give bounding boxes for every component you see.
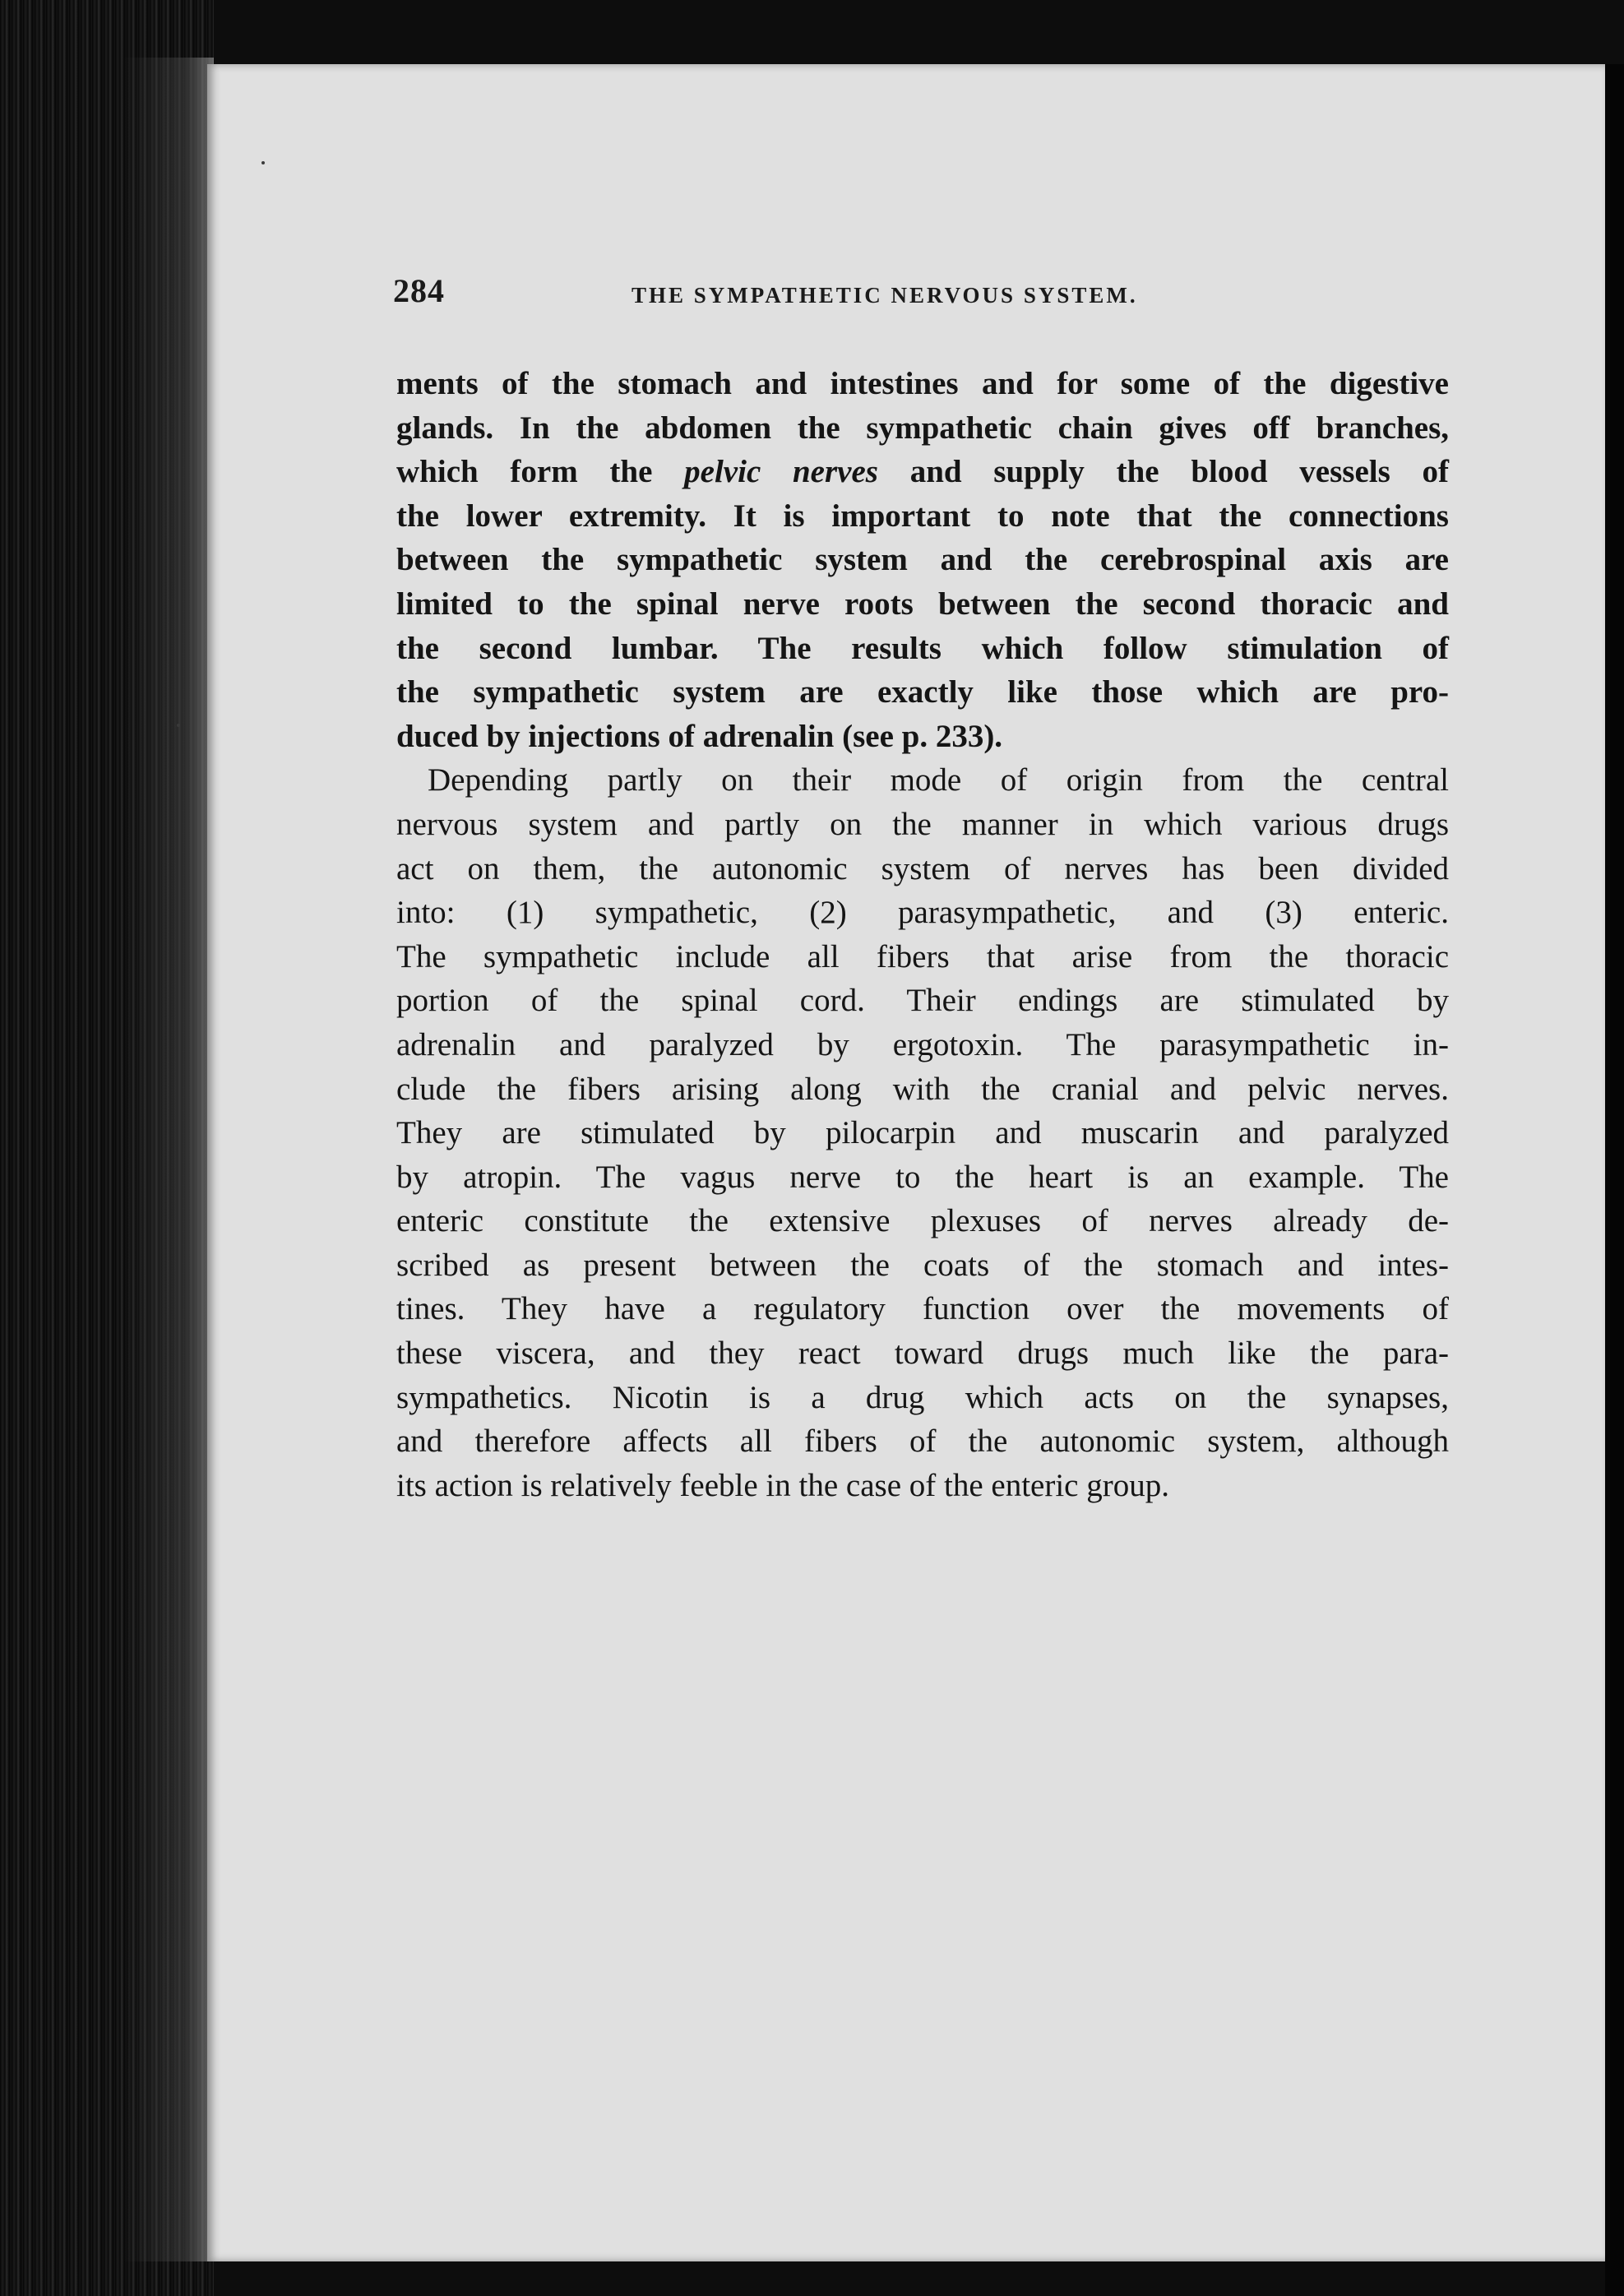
text-line: The sympathetic include all fibers that arise from the thoracic (396, 938, 1449, 974)
scan-right-border (1605, 64, 1624, 2296)
text-line: by atropin. The vagus nerve to the heart is an example. The (396, 1159, 1449, 1195)
binding-shadow (123, 58, 214, 2261)
text-run: which form the (396, 454, 685, 490)
text-line: tines. They have a regulatory function over the movements of (396, 1291, 1449, 1327)
paragraph-2 (396, 758, 1449, 1507)
italic-term: pelvic nerves (684, 454, 878, 490)
running-header (393, 271, 1446, 321)
text-line: clude the fibers arising along with the cranial and pelvic nerves. (396, 1071, 1449, 1107)
text-line: sympathetics. Nicotin is a drug which acts on the synapses, (396, 1379, 1449, 1415)
text-line (396, 450, 1449, 494)
text-line: act on them, the autonomic system of nerves has been divided (396, 850, 1449, 886)
text-line: and therefore affects all fibers of the autonomic system, although (396, 1423, 1449, 1460)
scan-speck (261, 161, 265, 164)
scan-speck (177, 724, 180, 727)
text-line: limited to the spinal nerve roots between the second thoracic and (396, 586, 1449, 622)
text-line: its action is relatively feeble in the case of the enteric group. (396, 1467, 1169, 1503)
text-line: glands. In the abdomen the sympathetic chain gives off branches, (396, 410, 1449, 446)
running-title: THE SYMPATHETIC NERVOUS SYSTEM. (632, 283, 1138, 308)
page-number: 284 (393, 272, 445, 309)
text-run: and supply the blood vessels of (877, 454, 1449, 490)
text-line: scribed as present between the coats of the stomach and intes- (396, 1247, 1449, 1283)
text-line: adrenalin and paralyzed by ergotoxin. The parasympathetic in- (396, 1026, 1449, 1062)
text-line: enteric constitute the extensive plexuses of nerves already de- (396, 1203, 1449, 1239)
text-line: the sympathetic system are exactly like those which are pro- (396, 674, 1449, 711)
text-line: the second lumbar. The results which follow stimulation of (396, 630, 1449, 666)
paragraph-1 (396, 362, 1449, 758)
text-line: ments of the stomach and intestines and for some of the digestive (396, 366, 1449, 401)
text-line: They are stimulated by pilocarpin and muscarin and paralyzed (396, 1115, 1449, 1151)
text-line: duced by injections of adrenalin (see p. 233). (396, 718, 1003, 754)
text-line: these viscera, and they react toward drugs much like the para- (396, 1335, 1449, 1372)
text-line: the lower extremity. It is important to note that the connections (396, 498, 1449, 534)
text-line: into: (1) sympathetic, (2) parasympathetic, and (3) enteric. (396, 895, 1449, 931)
body-text (396, 362, 1449, 1507)
text-line: portion of the spinal cord. Their endings are stimulated by (396, 983, 1449, 1019)
text-line: nervous system and partly on the manner in which various drugs (396, 806, 1449, 842)
text-line: between the sympathetic system and the cerebrospinal axis are (396, 542, 1449, 578)
text-line: Depending partly on their mode of origin from the central (428, 762, 1449, 799)
